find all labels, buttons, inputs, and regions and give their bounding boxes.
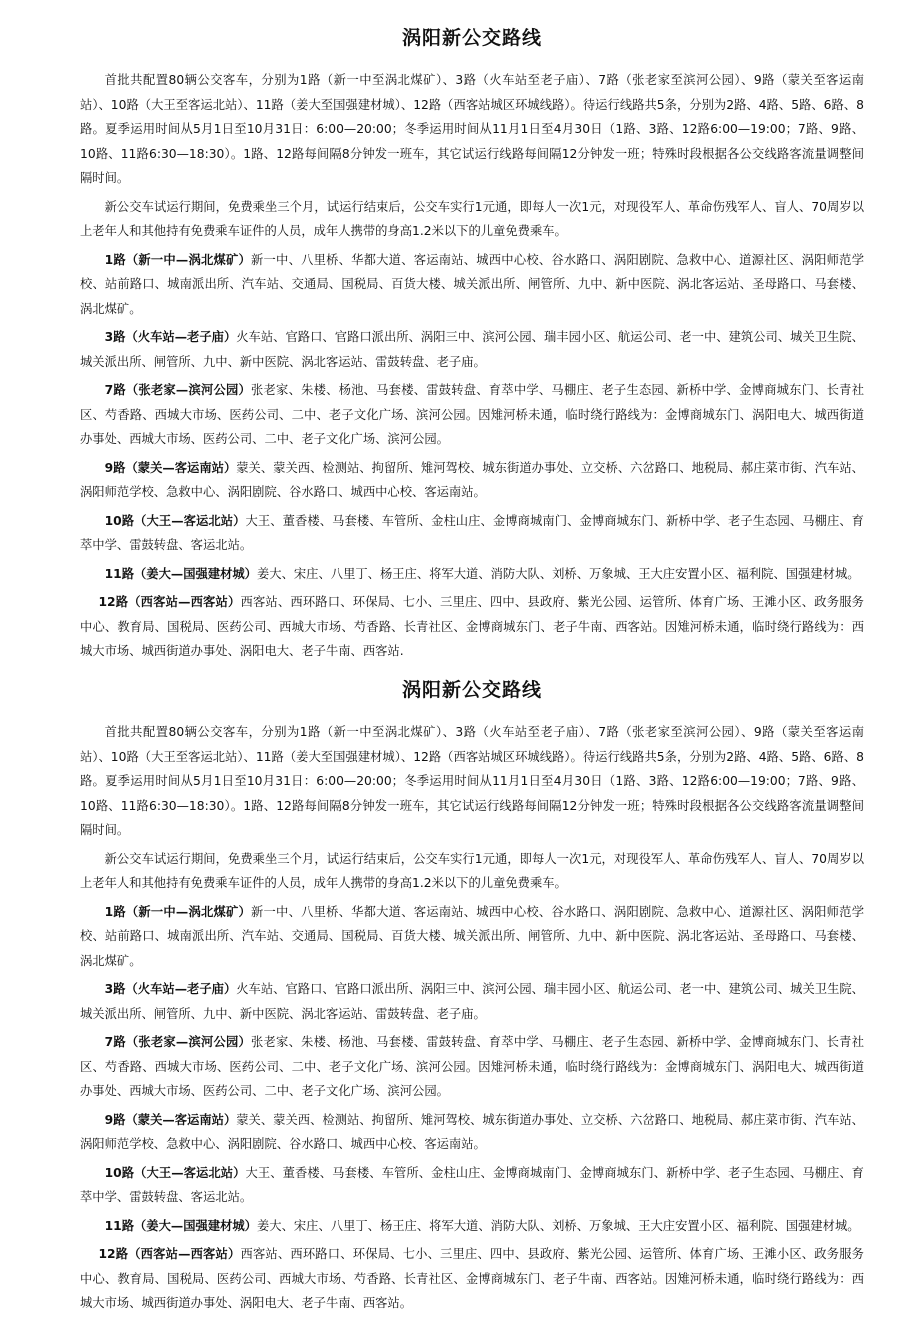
route-stops: 新一中、八里桥、华都大道、客运南站、城西中心校、谷水路口、涡阳剧院、急救中心、道源社区、涡阳师范学校、站前路口、城南派出所、汽车站、交通局、国税局、百货大楼、城关派出所、闸管所、九中、新中医院、涡北客运站、圣母路口、马套楼、涡北煤矿。 — [80, 904, 864, 968]
route-name: 7路（张老家—滨河公园） — [104, 383, 252, 397]
intro-paragraph: 首批共配置80辆公交客车，分别为1路（新一中至涡北煤矿）、3路（火车站至老子庙）、7路（张老家至滨河公园）、9路（蒙关至客运南站）、10路（大王至客运北站）、11路（姜大至国强建材城）、12路（西客站城区环城线路）。待运行线路共5条，分别为2路、4路、5路、6路、8路。夏季运用时间从5月1日至10月31日：6:00—20:00；冬季运用时间从11月1日至4月30日（1路、3路、12路6:00—19:00；7路、9路、10路、11路6:30—18:30）。1路、12路每间隔8分钟发一班车，其它试运行线路每间隔12分钟发一班；特殊时段根据各公交线路客流量调整间隔时间。 — [80, 73, 864, 185]
route-stops: 西客站、西环路口、环保局、七小、三里庄、四中、县政府、紫光公园、运管所、体育广场、王滩小区、政务服务中心、教育局、国税局、医药公司、西城大市场、芍香路、长青社区、金博商城东门、老子牛南、西客站。因雉河桥未通，临时绕行路线为：西城大市场、城西街道办事处、涡阳电大、老子牛南、西客站. — [80, 595, 864, 658]
page-title: 涡阳新公交路线 — [401, 27, 542, 49]
route-name: 9路（蒙关—客运南站） — [104, 1112, 237, 1127]
route-name: 3路（火车站—老子庙） — [104, 982, 237, 996]
route-name: 11路（姜大—国强建材城） — [104, 566, 257, 581]
route-7 — [80, 1030, 864, 1104]
route-stops: 火车站、官路口、官路口派出所、涡阳三中、滨河公园、瑞丰园小区、航运公司、老一中、建筑公司、城关卫生院、城关派出所、闸管所、九中、新中医院、涡北客运站、雷鼓转盘、老子庙。 — [80, 330, 864, 369]
route-12 — [80, 1242, 864, 1316]
route-9 — [80, 456, 864, 505]
route-name: 7路（张老家—滨河公园） — [104, 1035, 252, 1049]
route-9 — [80, 1108, 864, 1157]
route-name: 12路（西客站—西客站） — [98, 595, 241, 609]
intro-paragraph: 首批共配置80辆公交客车，分别为1路（新一中至涡北煤矿）、3路（火车站至老子庙）、7路（张老家至滨河公园）、9路（蒙关至客运南站）、10路（大王至客运北站）、11路（姜大至国强建材城）、12路（西客站城区环城线路）。待运行线路共5条，分别为2路、4路、5路、6路、8路。夏季运用时间从5月1日至10月31日：6:00—20:00；冬季运用时间从11月1日至4月30日（1路、3路、12路6:00—19:00；7路、9路、10路、11路6:30—18:30）。1路、12路每间隔8分钟发一班车，其它试运行线路每间隔12分钟发一班；特殊时段根据各公交线路客流量调整间隔时间。 — [80, 725, 864, 837]
page-title: 涡阳新公交路线 — [401, 679, 542, 701]
route-1 — [80, 900, 864, 974]
route-3 — [80, 325, 864, 374]
route-name: 10路（大王—客运北站） — [104, 1165, 246, 1180]
route-7 — [80, 378, 864, 452]
fare-paragraph: 新公交车试运行期间，免费乘坐三个月，试运行结束后，公交车实行1元通，即每人一次1元，对现役军人、革命伤残军人、盲人、70周岁以上老年人和其他持有免费乘车证件的人员，成年人携带的身高1.2米以下的儿童免费乘车。 — [80, 851, 864, 890]
route-name: 11路（姜大—国强建材城） — [104, 1218, 257, 1233]
route-11 — [80, 1214, 864, 1239]
document-copy-1 — [80, 20, 864, 668]
route-name: 3路（火车站—老子庙） — [104, 330, 237, 344]
route-12 — [80, 590, 864, 664]
route-stops: 蒙关、蒙关西、检测站、拘留所、雉河驾校、城东街道办事处、立交桥、六岔路口、地税局、郝庄菜市街、汽车站、涡阳师范学校、急救中心、涡阳剧院、谷水路口、城西中心校、客运南站。 — [80, 460, 864, 499]
route-stops: 张老家、朱楼、杨池、马套楼、雷鼓转盘、育萃中学、马棚庄、老子生态园、新桥中学、金博商城东门、长青社区、芍香路、西城大市场、医药公司、二中、老子文化广场、滨河公园。因雉河桥未通，临时绕行路线为：金博商城东门、涡阳电大、城西街道办事处、西城大市场、医药公司、二中、老子文化广场、滨河公园。 — [80, 1035, 864, 1098]
route-1 — [80, 248, 864, 322]
route-stops: 大王、董香楼、马套楼、车管所、金柱山庄、金博商城南门、金博商城东门、新桥中学、老子生态园、马棚庄、育萃中学、雷鼓转盘、客运北站。 — [80, 1165, 864, 1204]
route-stops: 新一中、八里桥、华都大道、客运南站、城西中心校、谷水路口、涡阳剧院、急救中心、道源社区、涡阳师范学校、站前路口、城南派出所、汽车站、交通局、国税局、百货大楼、城关派出所、闸管所、九中、新中医院、涡北客运站、圣母路口、马套楼、涡北煤矿。 — [80, 252, 864, 316]
route-3 — [80, 977, 864, 1026]
route-stops: 蒙关、蒙关西、检测站、拘留所、雉河驾校、城东街道办事处、立交桥、六岔路口、地税局、郝庄菜市街、汽车站、涡阳师范学校、急救中心、涡阳剧院、谷水路口、城西中心校、客运南站。 — [80, 1112, 864, 1151]
route-10 — [80, 509, 864, 558]
route-name: 10路（大王—客运北站） — [104, 513, 246, 528]
route-11 — [80, 562, 864, 587]
route-stops: 大王、董香楼、马套楼、车管所、金柱山庄、金博商城南门、金博商城东门、新桥中学、老子生态园、马棚庄、育萃中学、雷鼓转盘、客运北站。 — [80, 513, 864, 552]
route-stops: 姜大、宋庄、八里丁、杨王庄、将军大道、消防大队、刘桥、万象城、王大庄安置小区、福利院、国强建材城。 — [256, 1218, 860, 1233]
route-name: 1路（新一中—涡北煤矿） — [104, 252, 252, 267]
route-stops: 火车站、官路口、官路口派出所、涡阳三中、滨河公园、瑞丰园小区、航运公司、老一中、建筑公司、城关卫生院、城关派出所、闸管所、九中、新中医院、涡北客运站、雷鼓转盘、老子庙。 — [80, 982, 864, 1021]
document-copy-2 — [80, 672, 864, 1320]
route-stops: 姜大、宋庄、八里丁、杨王庄、将军大道、消防大队、刘桥、万象城、王大庄安置小区、福利院、国强建材城。 — [256, 566, 860, 581]
route-name: 1路（新一中—涡北煤矿） — [104, 904, 252, 919]
route-stops: 西客站、西环路口、环保局、七小、三里庄、四中、县政府、紫光公园、运管所、体育广场、王滩小区、政务服务中心、教育局、国税局、医药公司、西城大市场、芍香路、长青社区、金博商城东门、老子牛南、西客站。因雉河桥未通，临时绕行路线为：西城大市场、城西街道办事处、涡阳电大、老子牛南、西客站。 — [80, 1247, 864, 1310]
route-stops: 张老家、朱楼、杨池、马套楼、雷鼓转盘、育萃中学、马棚庄、老子生态园、新桥中学、金博商城东门、长青社区、芍香路、西城大市场、医药公司、二中、老子文化广场、滨河公园。因雉河桥未通，临时绕行路线为：金博商城东门、涡阳电大、城西街道办事处、西城大市场、医药公司、二中、老子文化广场、滨河公园。 — [80, 383, 864, 446]
fare-paragraph: 新公交车试运行期间，免费乘坐三个月，试运行结束后，公交车实行1元通，即每人一次1元，对现役军人、革命伤残军人、盲人、70周岁以上老年人和其他持有免费乘车证件的人员，成年人携带的身高1.2米以下的儿童免费乘车。 — [80, 199, 864, 238]
route-name: 12路（西客站—西客站） — [98, 1247, 241, 1261]
route-10 — [80, 1161, 864, 1210]
route-name: 9路（蒙关—客运南站） — [104, 460, 237, 475]
